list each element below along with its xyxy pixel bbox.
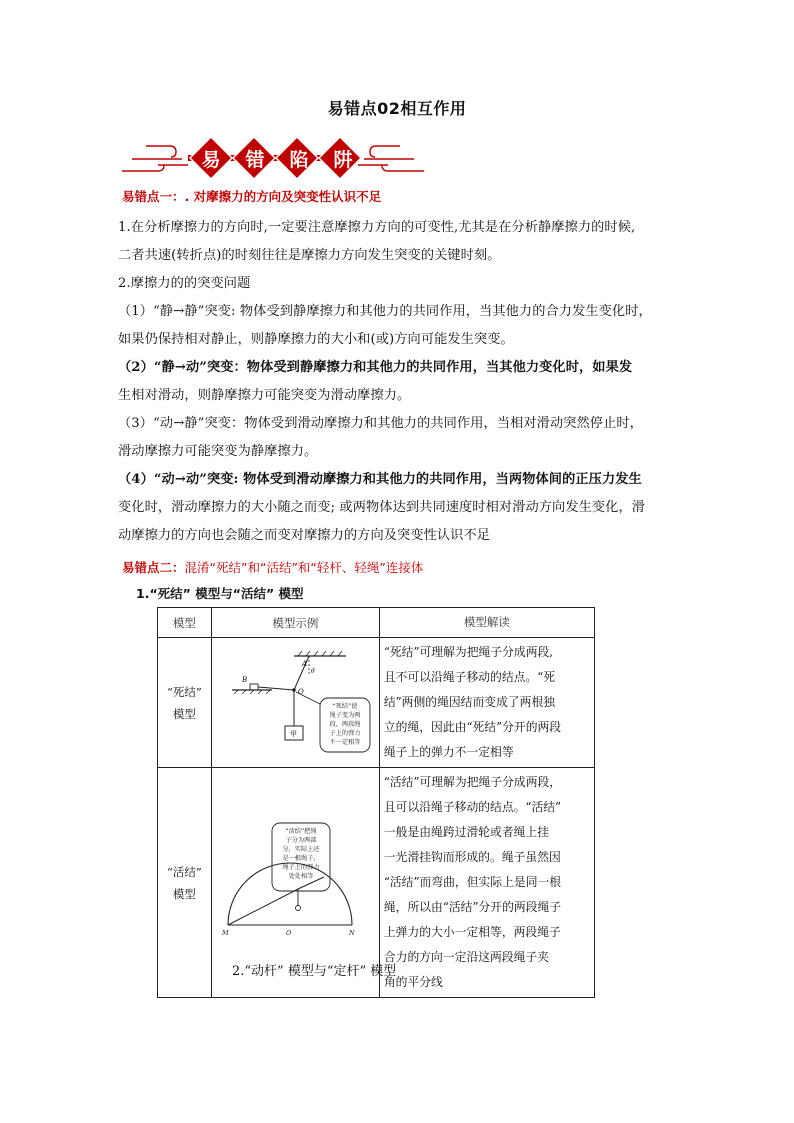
body-line: 动摩擦力的方向也会随之而变对摩擦力的方向及突变性认识不足	[118, 528, 491, 543]
body-line: （1）“静→静”突变: 物体受到静摩擦力和其他力的共同作用，当其他力的合力发生变化时，	[118, 304, 652, 319]
body-line: 生相对滑动，则静摩擦力可能突变为滑动摩擦力。	[118, 388, 411, 403]
body-line: 滑动摩擦力可能突变为静摩擦力。	[118, 444, 318, 459]
label-o: O	[285, 928, 292, 937]
desc-line: 角的平分线	[383, 975, 443, 989]
model-name-cell	[158, 638, 212, 768]
desc-line: “死结”可理解为把绳子分成两段,	[383, 645, 554, 659]
desc-line: 结”两侧的绳因结而变成了两根独	[383, 695, 556, 709]
model-name: “死结”	[167, 684, 202, 699]
body-line: （4）“动→动”突变: 物体受到滑动摩擦力和其他力的共同作用，当两物体间的正压力发生	[118, 472, 642, 487]
section-1-text: . 对摩擦力的方向及突变性认识不足	[184, 189, 382, 204]
model-name: “活结”	[167, 864, 202, 879]
live-knot-diagram	[212, 785, 379, 981]
desc-line: 绳子上的弹力不一定相等	[383, 745, 514, 759]
model-subtitle: 1.“死结” 模型与“活结” 模型	[136, 586, 304, 601]
note-line: 处处相等	[288, 872, 314, 880]
note-line: 子分为两部	[285, 836, 317, 844]
label-b: B	[241, 675, 248, 684]
model-name: 模型	[172, 886, 196, 901]
desc-line: 立的绳，因此由“死结”分开的两段	[383, 720, 562, 734]
model-table	[157, 607, 595, 998]
desc-line: 一般是由绳跨过滑轮或者绳上挂	[383, 825, 550, 839]
note-line: 绳子变为两	[329, 711, 361, 719]
body-line: 如果仍保持相对静止，则静摩擦力的大小和(或)方向可能发生突变。	[118, 332, 514, 347]
note-line: 是一根绳子，	[282, 854, 320, 862]
body-line: （3）“动→静”突变：物体受到滑动摩擦力和其他力的共同作用，当相对滑动突然停止时，	[118, 416, 643, 431]
label-n: N	[348, 928, 355, 937]
dead-knot-diagram	[212, 648, 379, 758]
note-line: 子上的弹力	[329, 729, 361, 737]
banner-chars	[192, 139, 362, 177]
body-line: 2.摩擦力的的突变问题	[118, 276, 251, 291]
model-name-cell	[158, 768, 212, 998]
section-1-body	[118, 214, 678, 550]
note-line: 绳子上的弹力	[282, 863, 320, 871]
desc-line: 且不可以沿绳子移动的结点。“死	[383, 670, 556, 684]
page-title: 易错点02相互作用	[327, 99, 467, 118]
body-line: 二者共速(转折点)的时刻往往是摩擦力方向发生突变的关键时刻。	[118, 248, 501, 263]
banner-char: 易	[201, 148, 221, 171]
section-2-text: 混淆“死结”和“活结”和“轻杆、轻绳”连接体	[184, 560, 424, 575]
live-knot-description	[379, 768, 594, 998]
label-o: O	[297, 687, 304, 696]
section-2-heading	[122, 558, 423, 576]
section-banner	[118, 133, 428, 183]
body-line: 1.在分析摩擦力的方向时,一定要注意摩擦力方向的可变性,尤其是在分析静摩擦力的时候,	[118, 220, 636, 235]
footer-heading: 2.“动杆” 模型与“定杆” 模型	[232, 964, 397, 979]
section-2-label: 易错点二：	[122, 560, 185, 575]
banner-char: 阱	[333, 148, 353, 171]
table-row	[158, 638, 595, 768]
note-line: 分，实际上还	[282, 845, 320, 853]
desc-line: 一光滑挂钩而形成的。绳子虽然因	[383, 850, 561, 864]
label-a: A	[301, 659, 307, 668]
table-header: 模型	[158, 608, 212, 638]
section-1-label: 易错点一：	[122, 189, 185, 204]
banner-char: 错	[245, 148, 265, 171]
note-line: 不一定相等	[329, 738, 361, 746]
label-theta: θ	[310, 667, 315, 675]
dead-knot-description	[379, 638, 594, 768]
label-box: 甲	[289, 729, 297, 738]
desc-line: 合力的方向一定沿这两段绳子夹	[383, 950, 550, 964]
body-line: 变化时，滑动摩擦力的大小随之而变; 或两物体达到共同速度时相对滑动方向发生变化，滑	[118, 500, 646, 515]
banner-char: 陷	[289, 148, 309, 171]
table-header-row	[158, 608, 595, 638]
body-line: （2）“静→动”突变：物体受到静摩擦力和其他力的共同作用，当其他力变化时，如果发	[118, 360, 633, 375]
desc-line: 且可以沿绳子移动的结点。“活结”	[383, 800, 562, 814]
table-header: 模型解读	[379, 608, 594, 638]
desc-line: 绳，所以由“活结”分开的两段绳子	[383, 900, 562, 914]
section-1-heading	[122, 187, 381, 205]
note-line: “活结”把绳	[285, 827, 317, 835]
table-header: 模型示例	[211, 608, 379, 638]
note-line: “死结”使	[332, 702, 358, 710]
desc-line: “活结”可理解为把绳子分成两段，	[383, 775, 562, 789]
desc-line: “活结”而弯曲，但实际上是同一根	[383, 875, 562, 889]
model-name: 模型	[172, 706, 196, 721]
dead-knot-figure-cell	[211, 638, 379, 768]
label-m: M	[221, 928, 229, 937]
note-line: 段，两段绳	[329, 720, 361, 728]
desc-line: 上弹力的大小一定相等，两段绳子	[383, 925, 561, 939]
